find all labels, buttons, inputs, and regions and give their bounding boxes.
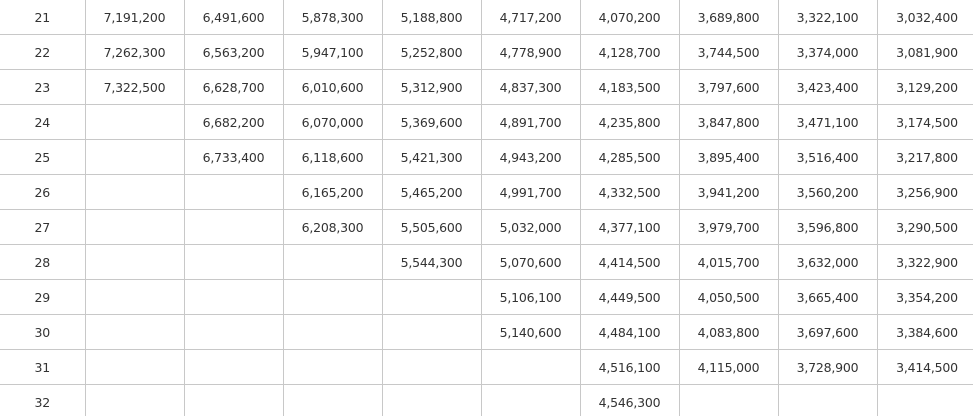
table-cell [184, 210, 283, 245]
table-cell: 7,191,200 [85, 0, 184, 35]
table-cell: 3,632,000 [778, 245, 877, 280]
table-cell: 3,374,000 [778, 35, 877, 70]
table-cell: 4,377,100 [580, 210, 679, 245]
table-cell: 5,312,900 [382, 70, 481, 105]
table-cell: 6,165,200 [283, 175, 382, 210]
table-cell [85, 175, 184, 210]
table-cell [283, 350, 382, 385]
table-cell: 3,256,900 [877, 175, 973, 210]
table-row [0, 280, 973, 315]
table-cell [85, 315, 184, 350]
table-cell: 7,322,500 [85, 70, 184, 105]
table-cell: 3,847,800 [679, 105, 778, 140]
table-row [0, 385, 973, 416]
table-cell: 4,837,300 [481, 70, 580, 105]
table-cell: 6,208,300 [283, 210, 382, 245]
row-index-cell: 22 [0, 35, 85, 70]
table-cell [283, 385, 382, 416]
table-cell: 3,414,500 [877, 350, 973, 385]
table-cell [283, 315, 382, 350]
table-cell: 3,728,900 [778, 350, 877, 385]
table-row [0, 35, 973, 70]
table-cell: 4,015,700 [679, 245, 778, 280]
table-cell: 3,290,500 [877, 210, 973, 245]
table-cell [283, 280, 382, 315]
table-cell: 5,947,100 [283, 35, 382, 70]
table-cell [481, 385, 580, 416]
table-cell [481, 350, 580, 385]
table-cell: 5,188,800 [382, 0, 481, 35]
table-cell: 3,471,100 [778, 105, 877, 140]
table-cell [778, 385, 877, 416]
table-cell: 3,979,700 [679, 210, 778, 245]
table-cell [382, 315, 481, 350]
table-cell: 4,943,200 [481, 140, 580, 175]
table-cell: 3,032,400 [877, 0, 973, 35]
table-cell: 4,991,700 [481, 175, 580, 210]
table-cell: 4,449,500 [580, 280, 679, 315]
row-index-cell: 21 [0, 0, 85, 35]
table-cell: 3,941,200 [679, 175, 778, 210]
table-cell: 4,484,100 [580, 315, 679, 350]
table-cell: 6,070,000 [283, 105, 382, 140]
table-cell [382, 280, 481, 315]
table-cell: 4,083,800 [679, 315, 778, 350]
table-cell: 5,252,800 [382, 35, 481, 70]
table-cell: 4,285,500 [580, 140, 679, 175]
row-index-cell: 24 [0, 105, 85, 140]
table-cell: 6,118,600 [283, 140, 382, 175]
row-index-cell: 32 [0, 385, 85, 416]
row-index-cell: 26 [0, 175, 85, 210]
table-cell: 4,115,000 [679, 350, 778, 385]
table-cell [85, 210, 184, 245]
table-cell: 3,516,400 [778, 140, 877, 175]
table-cell: 4,891,700 [481, 105, 580, 140]
table-cell [382, 385, 481, 416]
row-index-cell: 30 [0, 315, 85, 350]
table-cell: 3,689,800 [679, 0, 778, 35]
table-cell [184, 245, 283, 280]
table-cell [184, 350, 283, 385]
table-cell: 3,322,900 [877, 245, 973, 280]
table-row [0, 0, 973, 35]
table-cell [382, 350, 481, 385]
table-row [0, 105, 973, 140]
table-cell: 5,505,600 [382, 210, 481, 245]
table-row [0, 350, 973, 385]
table-cell: 3,384,600 [877, 315, 973, 350]
table-row [0, 140, 973, 175]
table-cell: 4,070,200 [580, 0, 679, 35]
table-row [0, 245, 973, 280]
table-cell: 3,354,200 [877, 280, 973, 315]
table-cell: 4,332,500 [580, 175, 679, 210]
table-cell: 3,596,800 [778, 210, 877, 245]
table-cell: 4,235,800 [580, 105, 679, 140]
table-cell [184, 175, 283, 210]
table-cell: 3,895,400 [679, 140, 778, 175]
table-cell: 3,697,600 [778, 315, 877, 350]
table-cell: 4,546,300 [580, 385, 679, 416]
row-index-cell: 27 [0, 210, 85, 245]
table-cell: 5,140,600 [481, 315, 580, 350]
table-cell: 3,129,200 [877, 70, 973, 105]
table-cell: 3,797,600 [679, 70, 778, 105]
table-cell: 3,081,900 [877, 35, 973, 70]
table-cell: 4,183,500 [580, 70, 679, 105]
table-cell: 4,414,500 [580, 245, 679, 280]
row-index-cell: 23 [0, 70, 85, 105]
table-cell: 6,010,600 [283, 70, 382, 105]
table-cell [85, 140, 184, 175]
table-row [0, 210, 973, 245]
table-cell: 5,106,100 [481, 280, 580, 315]
table-cell: 6,563,200 [184, 35, 283, 70]
table-cell: 3,322,100 [778, 0, 877, 35]
table-cell: 5,878,300 [283, 0, 382, 35]
table-cell: 4,128,700 [580, 35, 679, 70]
table-cell [85, 385, 184, 416]
table-cell: 5,369,600 [382, 105, 481, 140]
table-cell: 6,682,200 [184, 105, 283, 140]
table-cell: 5,544,300 [382, 245, 481, 280]
row-index-cell: 31 [0, 350, 85, 385]
table-cell [184, 315, 283, 350]
table-cell [85, 105, 184, 140]
table-cell: 4,050,500 [679, 280, 778, 315]
table-cell: 3,665,400 [778, 280, 877, 315]
table-row [0, 315, 973, 350]
table-cell [283, 245, 382, 280]
table-cell: 4,778,900 [481, 35, 580, 70]
table-cell: 4,717,200 [481, 0, 580, 35]
table-cell: 3,423,400 [778, 70, 877, 105]
table-cell: 6,733,400 [184, 140, 283, 175]
table-cell: 5,465,200 [382, 175, 481, 210]
row-index-cell: 25 [0, 140, 85, 175]
row-index-cell: 29 [0, 280, 85, 315]
table-cell [85, 280, 184, 315]
table-cell [85, 350, 184, 385]
table-cell [679, 385, 778, 416]
table-cell: 5,032,000 [481, 210, 580, 245]
row-index-cell: 28 [0, 245, 85, 280]
table-cell [85, 245, 184, 280]
table-cell: 3,560,200 [778, 175, 877, 210]
table-cell: 6,491,600 [184, 0, 283, 35]
table-cell: 3,744,500 [679, 35, 778, 70]
table-cell [877, 385, 973, 416]
table-cell: 5,421,300 [382, 140, 481, 175]
table-cell: 4,516,100 [580, 350, 679, 385]
table-row [0, 175, 973, 210]
table-cell: 5,070,600 [481, 245, 580, 280]
table-cell [184, 280, 283, 315]
table-cell: 3,217,800 [877, 140, 973, 175]
table-cell [184, 385, 283, 416]
table-row [0, 70, 973, 105]
table-cell: 7,262,300 [85, 35, 184, 70]
table-cell: 6,628,700 [184, 70, 283, 105]
table-cell: 3,174,500 [877, 105, 973, 140]
